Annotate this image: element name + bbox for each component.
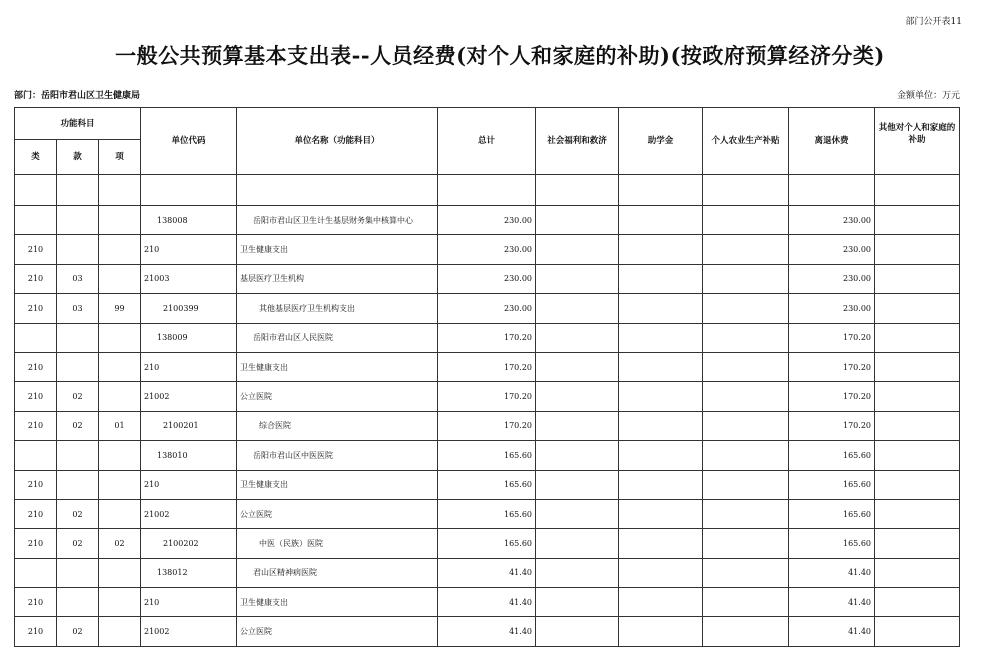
- cell-other-subsidy: [875, 558, 960, 587]
- cell-social-welfare: [536, 558, 619, 587]
- cell-social-welfare: [536, 264, 619, 293]
- cell-retirement: 41.40: [789, 558, 875, 587]
- cell-scholarship: [619, 617, 703, 646]
- cell-total: 230.00: [438, 294, 536, 323]
- page-title: 一般公共预算基本支出表--人员经费(对个人和家庭的补助)(按政府预算经济分类): [115, 43, 885, 68]
- table-row: [15, 323, 960, 352]
- table-row: [15, 588, 960, 617]
- cell-agri-subsidy: [703, 529, 789, 558]
- cell-agri-subsidy: [703, 235, 789, 264]
- cell-xiang: [99, 264, 141, 293]
- cell-kuan: [57, 558, 99, 587]
- header-xiang: 项: [99, 140, 141, 175]
- cell-kuan: 02: [57, 617, 99, 646]
- header-unit-name: 单位名称（功能科目）: [237, 108, 438, 175]
- cell-lei: 210: [15, 470, 57, 499]
- cell-social-welfare: [536, 235, 619, 264]
- cell-lei: 210: [15, 235, 57, 264]
- table-row: [15, 470, 960, 499]
- cell-retirement: 165.60: [789, 499, 875, 528]
- cell-agri-subsidy: [703, 206, 789, 235]
- cell-kuan: [57, 206, 99, 235]
- cell-scholarship: [619, 529, 703, 558]
- cell-scholarship: [619, 264, 703, 293]
- cell-agri-subsidy: [703, 441, 789, 470]
- cell-lei: 210: [15, 529, 57, 558]
- table-row: [15, 206, 960, 235]
- cell-other-subsidy: [875, 206, 960, 235]
- cell-unit-code: 21002: [141, 382, 237, 411]
- cell-kuan: [57, 470, 99, 499]
- cell-retirement: 230.00: [789, 264, 875, 293]
- header-unit-code: 单位代码: [141, 108, 237, 175]
- table-row: [15, 529, 960, 558]
- cell-kuan: 03: [57, 264, 99, 293]
- cell-xiang: [99, 470, 141, 499]
- cell-unit-code: 138010: [141, 441, 237, 470]
- cell-social-welfare: [536, 352, 619, 381]
- header-agri-subsidy: 个人农业生产补贴: [703, 108, 789, 175]
- cell-scholarship: [619, 382, 703, 411]
- table-row: [15, 235, 960, 264]
- cell-other-subsidy: [875, 411, 960, 440]
- cell-total: 170.20: [438, 411, 536, 440]
- department-label: 部门：岳阳市君山区卫生健康局: [14, 91, 141, 101]
- cell-unit-name: 其他基层医疗卫生机构支出: [237, 294, 438, 323]
- cell-scholarship: [619, 588, 703, 617]
- cell-social-welfare: [536, 382, 619, 411]
- table-row: [15, 499, 960, 528]
- cell-total: 230.00: [438, 206, 536, 235]
- cell-retirement: 230.00: [789, 206, 875, 235]
- cell-unit-name: 卫生健康支出: [237, 588, 438, 617]
- cell-total: 230.00: [438, 264, 536, 293]
- cell-unit-code: 138009: [141, 323, 237, 352]
- cell-social-welfare: [536, 294, 619, 323]
- cell-unit-name: 公立医院: [237, 617, 438, 646]
- cell-total: 170.20: [438, 323, 536, 352]
- cell-lei: 210: [15, 264, 57, 293]
- cell-agri-subsidy: [703, 264, 789, 293]
- cell-total: 41.40: [438, 617, 536, 646]
- cell-lei: 210: [15, 294, 57, 323]
- cell-xiang: [99, 441, 141, 470]
- cell-other-subsidy: [875, 529, 960, 558]
- cell-social-welfare: [536, 441, 619, 470]
- cell-unit-code: 21002: [141, 617, 237, 646]
- cell-lei: 210: [15, 352, 57, 381]
- cell-social-welfare: [536, 499, 619, 528]
- cell-unit-name: 岳阳市君山区卫生计生基层财务集中核算中心: [237, 206, 438, 235]
- cell-unit-name: 综合医院: [237, 411, 438, 440]
- table-row: [15, 411, 960, 440]
- cell-lei: [15, 558, 57, 587]
- cell-unit-name: 卫生健康支出: [237, 235, 438, 264]
- cell-unit-code: 138008: [141, 206, 237, 235]
- header-scholarship: 助学金: [619, 108, 703, 175]
- cell-retirement: 230.00: [789, 294, 875, 323]
- header-lei: 类: [15, 140, 57, 175]
- cell-agri-subsidy: [703, 499, 789, 528]
- cell-scholarship: [619, 470, 703, 499]
- cell-unit-code: 210: [141, 235, 237, 264]
- cell-other-subsidy: [875, 323, 960, 352]
- cell-scholarship: [619, 558, 703, 587]
- cell-kuan: [57, 352, 99, 381]
- cell-xiang: [99, 499, 141, 528]
- cell-unit-name: 中医（民族）医院: [237, 529, 438, 558]
- cell-unit-code: 138012: [141, 558, 237, 587]
- cell-retirement: 165.60: [789, 441, 875, 470]
- cell-total: 165.60: [438, 499, 536, 528]
- cell-unit-code: 2100202: [141, 529, 237, 558]
- cell-xiang: [99, 323, 141, 352]
- cell-xiang: [99, 206, 141, 235]
- cell-total: 41.40: [438, 558, 536, 587]
- cell-xiang: [99, 558, 141, 587]
- cell-kuan: 02: [57, 411, 99, 440]
- cell-total: 170.20: [438, 382, 536, 411]
- cell-social-welfare: [536, 411, 619, 440]
- cell-retirement: 230.00: [789, 235, 875, 264]
- cell-scholarship: [619, 441, 703, 470]
- table-row: [15, 558, 960, 587]
- cell-social-welfare: [536, 529, 619, 558]
- table-row: [15, 294, 960, 323]
- cell-retirement: 165.60: [789, 470, 875, 499]
- cell-unit-code: 210: [141, 470, 237, 499]
- cell-lei: [15, 441, 57, 470]
- cell-social-welfare: [536, 470, 619, 499]
- cell-agri-subsidy: [703, 352, 789, 381]
- cell-kuan: 03: [57, 294, 99, 323]
- cell-scholarship: [619, 499, 703, 528]
- cell-unit-code: 21002: [141, 499, 237, 528]
- cell-agri-subsidy: [703, 323, 789, 352]
- cell-agri-subsidy: [703, 558, 789, 587]
- cell-agri-subsidy: [703, 588, 789, 617]
- cell-retirement: 170.20: [789, 411, 875, 440]
- table-row: [15, 264, 960, 293]
- cell-total: 165.60: [438, 470, 536, 499]
- blank-row: [15, 175, 960, 206]
- cell-kuan: 02: [57, 499, 99, 528]
- cell-unit-name: 卫生健康支出: [237, 470, 438, 499]
- cell-agri-subsidy: [703, 470, 789, 499]
- cell-unit-code: 2100201: [141, 411, 237, 440]
- cell-unit-code: 210: [141, 588, 237, 617]
- cell-kuan: [57, 323, 99, 352]
- cell-other-subsidy: [875, 352, 960, 381]
- header-social-welfare: 社会福利和救济: [536, 108, 619, 175]
- cell-lei: [15, 206, 57, 235]
- cell-scholarship: [619, 323, 703, 352]
- cell-agri-subsidy: [703, 294, 789, 323]
- cell-other-subsidy: [875, 470, 960, 499]
- header-total: 总计: [438, 108, 536, 175]
- cell-other-subsidy: [875, 617, 960, 646]
- cell-kuan: 02: [57, 382, 99, 411]
- cell-xiang: 01: [99, 411, 141, 440]
- cell-agri-subsidy: [703, 617, 789, 646]
- header-retirement: 离退休费: [789, 108, 875, 175]
- table-row: [15, 617, 960, 646]
- cell-scholarship: [619, 411, 703, 440]
- table-row: [15, 352, 960, 381]
- cell-lei: 210: [15, 382, 57, 411]
- cell-social-welfare: [536, 588, 619, 617]
- cell-retirement: 170.20: [789, 382, 875, 411]
- cell-total: 170.20: [438, 352, 536, 381]
- cell-xiang: [99, 235, 141, 264]
- expenditure-table: [14, 107, 960, 647]
- cell-lei: 210: [15, 588, 57, 617]
- cell-retirement: 165.60: [789, 529, 875, 558]
- cell-social-welfare: [536, 323, 619, 352]
- cell-other-subsidy: [875, 294, 960, 323]
- cell-unit-code: 210: [141, 352, 237, 381]
- form-number: 部门公开表11: [905, 17, 962, 27]
- cell-kuan: [57, 235, 99, 264]
- cell-other-subsidy: [875, 441, 960, 470]
- cell-total: 165.60: [438, 529, 536, 558]
- cell-other-subsidy: [875, 499, 960, 528]
- cell-social-welfare: [536, 206, 619, 235]
- cell-retirement: 170.20: [789, 323, 875, 352]
- header-kuan: 款: [57, 140, 99, 175]
- table-row: [15, 441, 960, 470]
- cell-agri-subsidy: [703, 411, 789, 440]
- cell-xiang: [99, 382, 141, 411]
- cell-kuan: [57, 441, 99, 470]
- cell-total: 230.00: [438, 235, 536, 264]
- header-other-subsidy: 其他对个人和家庭的补助: [875, 108, 960, 175]
- cell-retirement: 41.40: [789, 588, 875, 617]
- cell-xiang: [99, 588, 141, 617]
- amount-unit-label: 金额单位：万元: [896, 91, 960, 101]
- cell-unit-name: 基层医疗卫生机构: [237, 264, 438, 293]
- cell-other-subsidy: [875, 382, 960, 411]
- cell-lei: 210: [15, 617, 57, 646]
- cell-retirement: 170.20: [789, 352, 875, 381]
- cell-scholarship: [619, 206, 703, 235]
- cell-scholarship: [619, 352, 703, 381]
- cell-xiang: 99: [99, 294, 141, 323]
- cell-agri-subsidy: [703, 382, 789, 411]
- cell-total: 41.40: [438, 588, 536, 617]
- cell-unit-name: 岳阳市君山区中医医院: [237, 441, 438, 470]
- cell-xiang: 02: [99, 529, 141, 558]
- cell-unit-name: 卫生健康支出: [237, 352, 438, 381]
- cell-kuan: 02: [57, 529, 99, 558]
- cell-other-subsidy: [875, 588, 960, 617]
- cell-lei: [15, 323, 57, 352]
- cell-xiang: [99, 352, 141, 381]
- cell-other-subsidy: [875, 235, 960, 264]
- cell-total: 165.60: [438, 441, 536, 470]
- cell-retirement: 41.40: [789, 617, 875, 646]
- cell-unit-name: 岳阳市君山区人民医院: [237, 323, 438, 352]
- header-func-subject: 功能科目: [15, 108, 141, 140]
- cell-social-welfare: [536, 617, 619, 646]
- cell-scholarship: [619, 235, 703, 264]
- cell-lei: 210: [15, 411, 57, 440]
- cell-unit-code: 2100399: [141, 294, 237, 323]
- cell-unit-name: 君山区精神病医院: [237, 558, 438, 587]
- cell-unit-code: 21003: [141, 264, 237, 293]
- cell-scholarship: [619, 294, 703, 323]
- cell-other-subsidy: [875, 264, 960, 293]
- cell-kuan: [57, 588, 99, 617]
- cell-lei: 210: [15, 499, 57, 528]
- cell-unit-name: 公立医院: [237, 382, 438, 411]
- cell-xiang: [99, 617, 141, 646]
- table-row: [15, 382, 960, 411]
- cell-unit-name: 公立医院: [237, 499, 438, 528]
